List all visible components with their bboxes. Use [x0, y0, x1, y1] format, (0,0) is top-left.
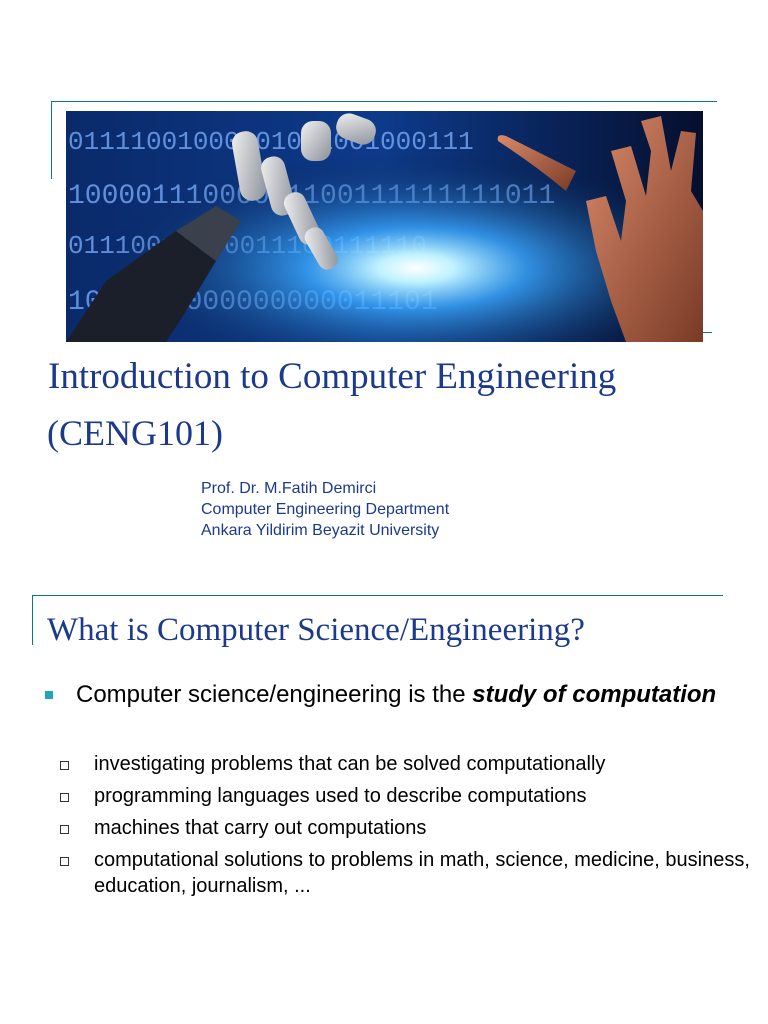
- main-bullet-emphasis: study of computation: [472, 681, 717, 708]
- heading-rule: [32, 595, 723, 596]
- slide-heading: What is Computer Science/Engineering?: [47, 612, 585, 648]
- checkbox-bullet-icon: [60, 761, 69, 770]
- checkbox-bullet-icon: [60, 825, 69, 834]
- main-bullet-text: Computer science/engineering is the: [76, 681, 473, 708]
- sub-bullet-list: [60, 751, 750, 905]
- hero-image: [66, 111, 703, 342]
- author-department: Computer Engineering Department: [201, 501, 450, 518]
- list-item: computational solutions to problems in math, science, medicine, business, education, journalism, ...: [60, 847, 750, 899]
- list-item: machines that carry out computations: [60, 815, 750, 841]
- content-slide: [0, 580, 768, 1024]
- heading-left-rule: [32, 595, 33, 645]
- list-item: investigating problems that can be solved computationally: [60, 751, 750, 777]
- checkbox-bullet-icon: [60, 793, 69, 802]
- left-rule: [51, 101, 52, 179]
- checkbox-bullet-icon: [60, 857, 69, 866]
- square-bullet-icon: [45, 691, 53, 699]
- list-item: programming languages used to describe computations: [60, 783, 750, 809]
- author-block: [201, 478, 449, 541]
- author-university: Ankara Yildirim Beyazit University: [201, 522, 440, 539]
- main-bullet: [45, 678, 745, 711]
- course-code: (CENG101): [47, 413, 223, 453]
- presentation-title: Introduction to Computer Engineering: [48, 356, 617, 397]
- top-rule: [51, 101, 717, 102]
- author-name: Prof. Dr. M.Fatih Demirci: [201, 480, 377, 497]
- robot-hand-human-hand-image: [66, 111, 703, 342]
